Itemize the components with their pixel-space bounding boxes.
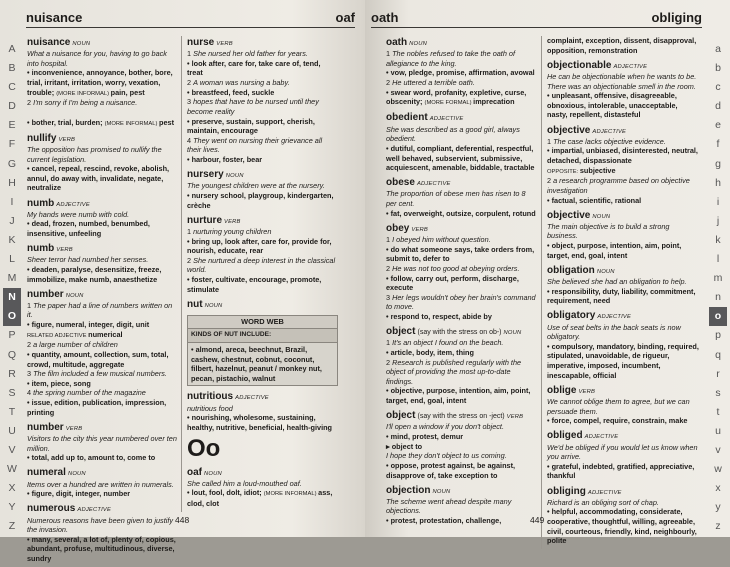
alphabet-tab[interactable]: w — [714, 463, 722, 476]
synonyms: • issue, edition, publication, impression, printing — [27, 398, 167, 417]
synonyms: • respond to, respect, abide by — [386, 312, 492, 322]
alphabet-tab[interactable]: I — [10, 195, 14, 208]
right-page — [365, 0, 730, 546]
alphabet-tab[interactable]: d — [715, 100, 721, 113]
pronunciation-note: (say with the stress on ob-) — [417, 329, 502, 337]
synonyms: • mind, protest, demur — [386, 432, 464, 442]
dictionary-entry — [547, 384, 700, 426]
right-header-last-word: obliging — [651, 10, 702, 25]
right-column-2 — [541, 36, 700, 549]
example-sentence: I hope they don't object to us coming. — [386, 451, 507, 461]
sense-number: 2 — [187, 255, 194, 265]
synonyms: • inconvenience, annoyance, bother, bore, trial, irritant, irritation, worry, vexation, trouble; — [27, 68, 173, 97]
synonyms: • fat, overweight, outsize, corpulent, rotund — [386, 208, 536, 218]
example-sentence: I'm sorry if I'm being a nuisance. — [33, 98, 138, 108]
alphabet-tab[interactable]: y — [715, 501, 721, 514]
example-sentence: The paper had a line of numbers written on it. — [27, 300, 173, 320]
alphabet-tab[interactable]: K — [8, 233, 16, 246]
alphabet-tab[interactable]: R — [8, 367, 16, 380]
left-column-2 — [181, 36, 338, 512]
synonyms: • unpleasant, offensive, disagreeable, obnoxious, intolerable, unacceptable, nasty, repellent, distasteful — [547, 91, 678, 120]
synonyms: • bring up, look after, care for, provide for, nourish, educate, rear — [187, 236, 332, 256]
part-of-speech: ADJECTIVE — [416, 181, 451, 188]
part-of-speech: NOUN — [204, 302, 223, 309]
alphabet-tab[interactable]: c — [715, 81, 721, 94]
example-sentence: A woman was nursing a baby. — [193, 78, 290, 88]
synonyms: imprecation — [473, 97, 515, 107]
synonyms: • many, several, a lot of, plenty of, copious, abundant, profuse, multitudinous, diverse, sundry — [27, 534, 176, 564]
part-of-speech: NOUN — [596, 268, 615, 275]
left-column-2-end — [187, 466, 338, 509]
alphabet-tab[interactable]: M — [7, 272, 17, 285]
sense-number: 2 — [386, 357, 393, 367]
part-of-speech: ADJECTIVE — [597, 314, 632, 321]
example-sentence: I'll open a window if you don't object. — [386, 422, 504, 432]
sense-number: 2 — [187, 78, 194, 88]
headword: objective — [547, 124, 591, 136]
headword: obliging — [547, 485, 586, 497]
synonyms: • figure, numeral, integer, digit, unit — [27, 320, 150, 330]
dictionary-entry — [386, 111, 538, 172]
example-sentence: The case lacks objective evidence. — [553, 136, 666, 146]
sense-number: 1 — [386, 49, 393, 59]
alphabet-tab[interactable]: f — [716, 138, 720, 151]
part-of-speech: VERB — [411, 226, 428, 233]
part-of-speech: VERB — [65, 425, 83, 432]
example-sentence: He was not too good at obeying orders. — [392, 263, 520, 273]
usage-label: (MORE INFORMAL) — [56, 90, 111, 97]
usage-label: OPPOSITE: — [547, 168, 580, 175]
dictionary-entry — [187, 214, 338, 295]
dictionary-entry — [547, 36, 700, 55]
dictionary-entry — [386, 325, 538, 406]
headword: oath — [386, 37, 408, 48]
part-of-speech: ADJECTIVE — [584, 434, 619, 441]
alphabet-tab[interactable]: V — [8, 443, 16, 456]
synonyms: complaint, exception, dissent, disapproval, opposition, remonstration — [547, 36, 697, 55]
synonyms: subjective — [579, 165, 616, 175]
headword: numb — [27, 243, 55, 255]
alphabet-tab[interactable]: G — [7, 157, 17, 170]
alphabet-tab[interactable]: O — [3, 307, 21, 326]
sense-number: 3 — [27, 369, 34, 379]
synonyms: • object, purpose, intention, aim, point, target, end, goal, intent — [547, 241, 682, 260]
sense-number: 1 — [27, 300, 34, 310]
alphabet-tab[interactable]: Q — [7, 348, 17, 361]
example-sentence: the spring number of the magazine — [33, 388, 146, 398]
example-sentence: Research is published regularly with the object of providing the most up-to-date findings. — [386, 357, 522, 386]
example-sentence: She believed she had an obligation to help. — [547, 277, 687, 287]
part-of-speech: ADJECTIVE — [429, 116, 464, 123]
part-of-speech: NOUN — [409, 41, 428, 47]
dictionary-entry — [187, 466, 338, 509]
alphabet-tab[interactable]: Z — [8, 520, 16, 533]
sense-number: 4 — [27, 388, 34, 398]
dictionary-entry — [187, 390, 338, 432]
synonyms: • protest, protestation, challenge, — [386, 516, 502, 526]
dictionary-entry — [547, 209, 700, 261]
right-column-1 — [386, 36, 538, 529]
alphabet-tab[interactable]: v — [715, 443, 721, 456]
example-sentence: Sheer terror had numbed her senses. — [27, 255, 149, 265]
headword: obligatory — [547, 310, 596, 322]
sense-number: 2 — [27, 340, 34, 350]
dictionary-entry — [547, 309, 700, 380]
synonyms: • swear word, profanity, expletive, curse, obscenity; — [386, 87, 527, 107]
part-of-speech: VERB — [506, 414, 524, 421]
synonyms: pest — [159, 117, 175, 127]
alphabet-tab[interactable]: A — [8, 43, 16, 55]
dictionary-entry — [386, 484, 538, 526]
example-sentence: It's an object I found on the beach. — [392, 338, 504, 348]
part-of-speech: NOUN — [432, 488, 451, 495]
headword: numb — [27, 197, 55, 209]
alphabet-tab[interactable]: X — [8, 482, 16, 495]
example-sentence: The proportion of obese men has risen to 8 per cent. — [386, 189, 526, 209]
example-sentence: hopes that have to be nursed until they become reality — [187, 97, 319, 116]
synonyms: • force, compel, require, constrain, make — [547, 416, 688, 426]
headword: oaf — [187, 466, 202, 478]
example-sentence: They went on nursing their grievance all their lives. — [187, 135, 323, 155]
alphabet-tab[interactable]: D — [8, 100, 16, 113]
example-sentence: We'd be obliged if you would let us know when you arrive. — [547, 442, 698, 462]
example-sentence: a research programme based on objective investigation — [547, 176, 690, 195]
alphabet-tab[interactable]: N — [3, 288, 21, 307]
right-page-number: 449 — [530, 515, 545, 525]
dictionary-entry — [27, 288, 177, 418]
dictionary-entry — [547, 485, 700, 546]
dictionary-entry — [187, 298, 338, 311]
synonyms: • lout, fool, dolt, idiot; — [187, 488, 264, 498]
synonyms: • oppose, protest against, be against, disapprove of, take exception to — [386, 460, 516, 480]
alphabet-tab[interactable]: u — [715, 424, 721, 437]
headword: object — [386, 326, 416, 338]
synonyms: • breastfeed, feed, suckle — [187, 87, 275, 97]
headword: nurse — [187, 37, 215, 48]
synonyms: • deaden, paralyse, desensitize, freeze, immobilize, make numb, anaesthetize — [27, 264, 162, 284]
part-of-speech: ADJECTIVE — [56, 201, 90, 208]
headword: oblige — [547, 384, 577, 396]
usage-label: (MORE FORMAL) — [424, 100, 474, 107]
synonyms: • compulsory, mandatory, binding, required, stipulated, unavoidable, de rigueur, imperative, imposed, incumbent, inescapable, official — [547, 341, 699, 380]
part-of-speech: NOUN — [67, 471, 86, 478]
part-of-speech: VERB — [56, 247, 73, 254]
example-sentence: The main objective is to build a strong business. — [547, 221, 670, 241]
alphabet-tab[interactable]: a — [715, 43, 721, 55]
headword: obey — [386, 222, 410, 234]
section-letter: Oo — [187, 434, 221, 462]
usage-label: RELATED ADJECTIVE — [27, 332, 89, 339]
pronunciation-note: (say with the stress on -ject) — [417, 413, 505, 421]
left-column-1 — [27, 36, 177, 567]
alphabet-tab[interactable]: U — [8, 424, 16, 437]
synonyms: • article, body, item, thing — [386, 347, 474, 357]
right-header-first-word: oath — [371, 10, 399, 25]
usage-label: (MORE INFORMAL) — [104, 120, 159, 127]
alphabet-tab[interactable]: n — [715, 291, 721, 304]
part-of-speech: VERB — [58, 136, 76, 143]
part-of-speech: VERB — [216, 41, 233, 47]
synonyms: • bother, trial, burden; — [27, 117, 105, 127]
synonyms: • nursery school, playgroup, kindergarten, crèche — [187, 191, 334, 210]
headword: obliged — [547, 430, 583, 442]
headword: nursery — [187, 169, 224, 181]
alphabet-tab[interactable]: s — [715, 386, 721, 399]
headword: nullify — [27, 132, 57, 144]
example-sentence: She nursed her old father for years. — [193, 49, 308, 59]
alphabet-tab[interactable]: p — [715, 329, 721, 342]
example-sentence: a large number of children — [33, 340, 118, 350]
synonyms: • foster, cultivate, encourage, promote, stimulate — [187, 275, 322, 294]
example-sentence: nutritious food — [187, 403, 233, 413]
dictionary-entry — [27, 132, 177, 193]
synonyms: • do what someone says, take orders from, submit to, defer to — [386, 244, 535, 264]
alphabet-tab[interactable]: H — [8, 176, 16, 189]
dictionary-entry — [386, 409, 538, 480]
example-sentence: The film included a few musical numbers. — [33, 369, 167, 379]
headword: objective — [547, 209, 591, 221]
right-alphabet-tabs — [709, 40, 727, 536]
dictionary-entry — [27, 466, 177, 498]
alphabet-tab[interactable]: k — [715, 233, 721, 246]
usage-label: (MORE INFORMAL) — [263, 491, 319, 498]
headword: numeral — [27, 467, 66, 479]
part-of-speech: ADJECTIVE — [592, 128, 627, 135]
headword: nut — [187, 298, 203, 310]
alphabet-tab[interactable]: r — [716, 367, 720, 380]
headword: obese — [386, 177, 415, 189]
example-sentence: She was described as a good girl, always obedient. — [386, 124, 520, 144]
dictionary-entry — [27, 197, 177, 239]
sense-number: 2 — [547, 176, 554, 186]
synonyms: • objective, purpose, intention, aim, point, target, end, goal, intent — [386, 386, 531, 406]
sense-number: 2 — [386, 78, 393, 88]
synonyms: pain, pest — [110, 87, 145, 97]
alphabet-tab[interactable]: F — [8, 138, 16, 151]
synonyms: • grateful, indebted, gratified, appreciative, thankful — [547, 461, 695, 481]
headword: objection — [386, 484, 431, 496]
synonyms: ass, clod, clot — [187, 488, 333, 508]
example-sentence: We cannot oblige them to agree, but we can persuade them. — [547, 397, 690, 416]
example-sentence: The scheme went ahead despite many objections. — [386, 496, 512, 516]
headword: nutritious — [187, 391, 234, 403]
alphabet-tab[interactable]: b — [715, 62, 721, 75]
right-running-header — [371, 6, 702, 28]
synonyms: • harbour, foster, bear — [187, 155, 263, 165]
sense-number: 2 — [27, 98, 34, 108]
word-web-subtitle: KINDS OF NUT INCLUDE: — [188, 329, 337, 343]
dictionary-entry — [547, 59, 700, 120]
left-header-first-word: nuisance — [26, 10, 83, 25]
word-web-title: WORD WEB — [188, 316, 337, 330]
synonyms: • helpful, accommodating, considerate, cooperative, thoughtful, willing, agreeable, civil, courteous, friendly, kind, neighbourly, polite — [547, 507, 697, 546]
headword: number — [27, 421, 64, 433]
synonyms: • factual, scientific, rational — [547, 195, 642, 205]
synonyms: • total, add up to, amount to, come to — [27, 453, 156, 463]
left-column-2-after-web — [187, 390, 338, 432]
headword: object — [386, 410, 416, 422]
synonyms: • vow, pledge, promise, affirmation, avowal — [386, 68, 535, 78]
left-page-number: 448 — [175, 515, 190, 525]
synonyms: • cancel, repeal, rescind, revoke, abolish, annul, do away with, invalidate, negate, neutralize — [27, 164, 170, 193]
sense-number: 3 — [187, 97, 194, 107]
alphabet-tab[interactable]: J — [9, 214, 15, 227]
alphabet-tab[interactable]: h — [715, 176, 721, 189]
synonyms: • nourishing, wholesome, sustaining, healthy, nutritive, beneficial, health-giving — [187, 413, 333, 432]
example-sentence: What a nuisance for you, having to go back into hospital. — [27, 49, 167, 68]
part-of-speech: NOUN — [225, 173, 244, 180]
alphabet-tab[interactable]: l — [716, 253, 720, 266]
part-of-speech: ADJECTIVE — [613, 63, 648, 70]
dictionary-entry — [27, 421, 177, 463]
left-header-last-word: oaf — [335, 10, 355, 25]
alphabet-tab[interactable]: q — [715, 348, 721, 361]
alphabet-tab[interactable]: E — [8, 119, 16, 132]
headword: obligation — [547, 264, 595, 276]
dictionary-entry — [187, 36, 338, 165]
synonyms: • impartial, unbiased, disinterested, neutral, detached, dispassionate — [547, 146, 698, 165]
dictionary-entry — [547, 264, 700, 306]
alphabet-tab[interactable]: m — [713, 272, 723, 285]
example-sentence: I obeyed him without question. — [392, 235, 491, 245]
example-sentence: She nurtured a deep interest in the classical world. — [187, 255, 336, 275]
alphabet-tab[interactable]: o — [709, 307, 727, 326]
dictionary-entry — [386, 36, 538, 108]
dictionary-entry — [386, 176, 538, 218]
example-sentence: The nobles refused to take the oath of allegiance to the king. — [386, 49, 516, 68]
alphabet-tab[interactable]: Y — [8, 501, 16, 514]
synonyms: ▸ object to — [386, 441, 423, 451]
example-sentence: She called him a loud-mouthed oaf. — [187, 478, 302, 488]
headword: objectionable — [547, 59, 612, 71]
headword: nuisance — [27, 37, 71, 48]
synonyms: • look after, care for, take care of, tend, treat — [187, 58, 321, 78]
synonyms: • item, piece, song — [27, 378, 91, 388]
dictionary-entry — [386, 222, 538, 322]
example-sentence: My hands were numb with cold. — [27, 209, 130, 219]
dictionary-entry — [27, 36, 177, 128]
sense-number: 1 — [187, 226, 194, 236]
synonyms: • preserve, sustain, support, cherish, maintain, encourage — [187, 116, 315, 136]
alphabet-tab[interactable]: B — [8, 62, 16, 75]
dictionary-entry — [547, 124, 700, 206]
headword: numerous — [27, 503, 76, 515]
part-of-speech: NOUN — [72, 41, 91, 47]
headword: number — [27, 288, 64, 300]
synonyms: • figure, digit, integer, number — [27, 489, 131, 499]
part-of-speech: ADJECTIVE — [587, 489, 622, 496]
example-sentence: The youngest children were at the nursery. — [187, 181, 325, 191]
synonyms: • follow, carry out, perform, discharge, execute — [386, 273, 519, 293]
headword: nurture — [187, 214, 222, 226]
synonyms: • dead, frozen, numbed, benumbed, insensitive, unfeeling — [27, 219, 150, 238]
dictionary-entry — [27, 242, 177, 284]
alphabet-tab[interactable]: P — [8, 329, 16, 342]
left-column-2-entries — [187, 36, 338, 311]
alphabet-tab[interactable]: e — [715, 119, 721, 132]
part-of-speech: VERB — [224, 218, 241, 225]
alphabet-tab[interactable]: z — [715, 520, 721, 533]
alphabet-tab[interactable]: L — [9, 253, 15, 266]
sense-number: 1 — [386, 235, 393, 245]
example-sentence: He uttered a terrible oath. — [392, 78, 475, 88]
sense-number: 4 — [187, 135, 194, 145]
sense-number: 1 — [547, 136, 554, 146]
dictionary-entry — [187, 168, 338, 210]
sense-number: 1 — [386, 338, 393, 348]
headword: obedient — [386, 112, 428, 124]
word-web-items: • almond, areca, beechnut, Brazil, cashew, chestnut, cobnut, coconut, filbert, hazelnut, peanut / monkey nut, pecan, pistachio, walnut — [191, 344, 322, 383]
alphabet-tab[interactable]: j — [716, 214, 720, 227]
synonyms: • dutiful, compliant, deferential, respectful, well behaved, subservient, submissive, acquiescent, amenable, biddable, tractable — [386, 143, 535, 173]
part-of-speech: NOUN — [592, 213, 611, 220]
alphabet-tab[interactable]: S — [8, 386, 16, 399]
alphabet-tab[interactable]: T — [8, 405, 16, 418]
word-web-box — [187, 315, 338, 387]
example-sentence: The opposition has promised to nullify the current legislation. — [27, 144, 162, 164]
part-of-speech: ADJECTIVE — [235, 395, 269, 402]
alphabet-tab[interactable]: i — [716, 195, 720, 208]
example-sentence: nurturing young children — [193, 226, 272, 236]
alphabet-tab[interactable]: x — [715, 482, 721, 495]
example-sentence: Her legs wouldn't obey her brain's command to move. — [386, 292, 536, 312]
part-of-speech: VERB — [578, 388, 596, 395]
sense-number: 2 — [386, 263, 393, 273]
sense-number: 3 — [386, 292, 393, 302]
alphabet-tab[interactable]: g — [715, 157, 721, 170]
synonyms: numerical — [88, 329, 123, 339]
example-sentence: He can be objectionable when he wants to be. There was an objectionable smell in the room. — [547, 71, 697, 91]
example-sentence: Visitors to the city this year numbered over ten million. — [27, 434, 177, 453]
synonyms: • responsibility, duty, liability, commitment, requirement, need — [547, 286, 696, 306]
example-sentence: Use of seat belts in the back seats is now obligatory. — [547, 322, 681, 342]
synonyms: • quantity, amount, collection, sum, total, crowd, multitude, aggregate — [27, 349, 169, 369]
left-running-header — [26, 6, 355, 28]
part-of-speech: ADJECTIVE — [77, 507, 112, 514]
sense-number: 1 — [187, 49, 194, 59]
part-of-speech: NOUN — [503, 330, 522, 337]
alphabet-tab[interactable]: t — [716, 405, 720, 418]
left-page — [0, 0, 365, 564]
example-sentence: Numerous reasons have been given to justify the invasion. — [27, 515, 174, 535]
dictionary-entry — [547, 429, 700, 481]
alphabet-tab[interactable]: W — [7, 463, 17, 476]
example-sentence: Richard is an obliging sort of chap. — [547, 497, 659, 507]
part-of-speech: NOUN — [204, 470, 222, 477]
left-alphabet-tabs — [3, 40, 21, 536]
example-sentence: Items over a hundred are written in numerals. — [27, 479, 174, 489]
alphabet-tab[interactable]: C — [8, 81, 16, 94]
dictionary-entry — [27, 502, 177, 563]
part-of-speech: NOUN — [65, 292, 84, 299]
